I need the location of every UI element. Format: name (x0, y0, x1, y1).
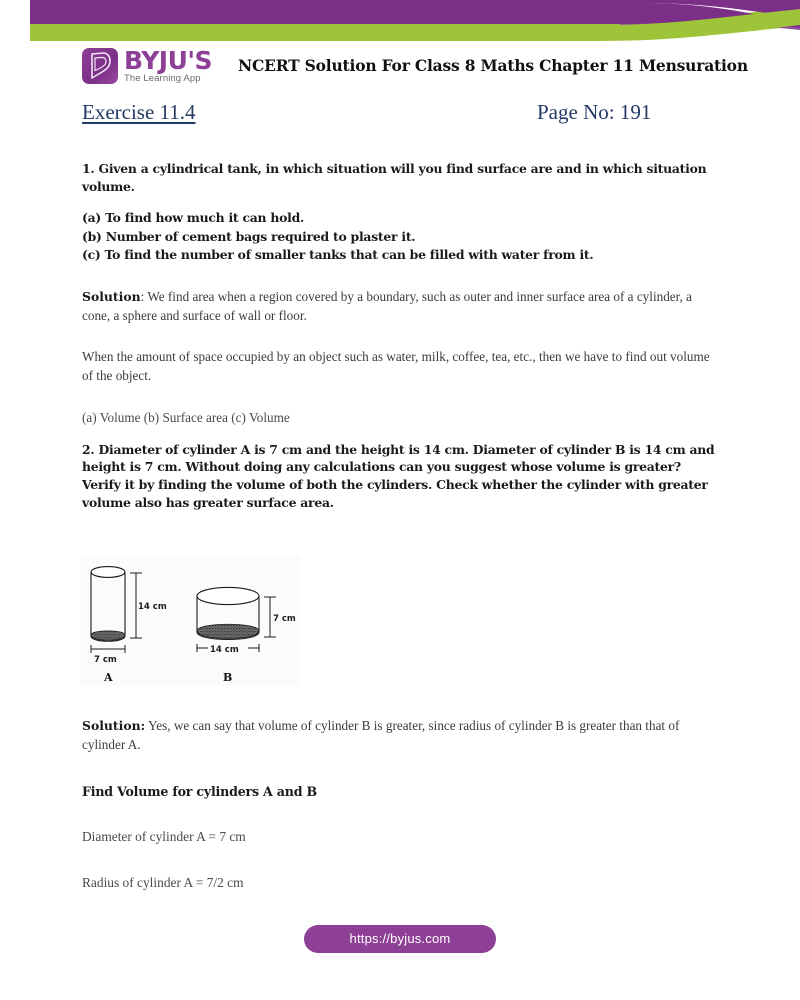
solution-text-2: Yes, we can say that volume of cylinder B is greater, since radius of cylinder B is greater than that of cylinder A. (82, 718, 680, 753)
question-1-options (82, 209, 720, 265)
byjus-url-pill[interactable]: https://byjus.com (304, 925, 497, 953)
spacer (82, 427, 720, 441)
page-header (0, 42, 800, 90)
spacer (82, 754, 720, 784)
radius-cylinder-a-line: Radius of cylinder A = 7/2 cm (82, 875, 244, 891)
spacer (82, 845, 720, 875)
cylinder-b-diameter-label: 14 cm (210, 645, 239, 655)
question-2-solution-paragraph-1 (82, 716, 720, 754)
spacer (82, 386, 720, 408)
cylinders-figure (80, 556, 300, 686)
document-body (82, 160, 720, 511)
question-1-text: 1. Given a cylindrical tank, in which situation will you find surface are and in which situation volume. (82, 161, 707, 194)
byjus-logo-mark-icon (82, 48, 118, 84)
question-1-solution-paragraph-1 (82, 287, 720, 325)
logo-tagline: The Learning App (124, 73, 201, 85)
spacer (82, 195, 720, 209)
exercise-label[interactable]: Exercise 11.4 (82, 100, 196, 124)
cylinder-b-height-label: 7 cm (273, 614, 296, 624)
cylinder-b-diameter-dimension (197, 642, 259, 655)
cylinder-a-height-label: 14 cm (138, 602, 167, 612)
solution-text: We find area when a region covered by a boundary, such as outer and inner surface area of a cylinder, a cone, a sphere and surface of wall or floor. (82, 289, 692, 324)
cylinder-b-caption: B (223, 671, 233, 684)
cylinder-a-diameter-label: 7 cm (94, 655, 117, 665)
banner-left-margin (0, 0, 30, 46)
page-footer (0, 925, 800, 953)
byjus-top-banner (0, 0, 800, 46)
question-1-answer-line: (a) Volume (b) Surface area (c) Volume (82, 409, 290, 425)
solution-label-2: Solution: (82, 718, 146, 733)
logo-brand-text: BYJU'S (124, 46, 213, 76)
spacer (82, 325, 720, 347)
cylinder-a-height-dimension (130, 573, 167, 638)
spacer (82, 799, 720, 829)
question-1-option-a: (a) To find how much it can hold. (82, 210, 305, 226)
solution-separator: : (140, 289, 148, 305)
cylinder-b-height-dimension (264, 597, 296, 637)
page-title: NCERT Solution For Class 8 Maths Chapter 11 Mensuration (238, 56, 748, 75)
question-1-option-b: (b) Number of cement bags required to plaster it. (82, 228, 416, 244)
document-body-lower (82, 716, 720, 891)
banner-purple-solid (30, 3, 640, 24)
question-1-option-c: (c) To find the number of smaller tanks that can be filled with water from it. (82, 247, 594, 263)
page-number-label: Page No: 191 (537, 100, 652, 124)
cylinder-a-diameter-dimension (91, 645, 125, 665)
question-2-text: 2. Diameter of cylinder A is 7 cm and the height is 14 cm. Diameter of cylinder B is 14 cm and height is 7 cm. Without doing any calculations can you suggest whose volume is greater? Verify it by finding the volume of both the cylinders. Check whether the cylinder with greater volume also has greater surface area. (82, 441, 715, 510)
byjus-logo[interactable] (82, 48, 212, 84)
question-1-solution-paragraph-2: When the amount of space occupied by an object such as water, milk, coffee, tea, etc., then we have to find out volume of the object. (82, 349, 710, 384)
solution-label: Solution (82, 289, 141, 305)
cylinder-a-shape (91, 567, 125, 642)
find-volume-subheading: Find Volume for cylinders A and B (82, 784, 317, 800)
exercise-row (0, 100, 800, 132)
cylinder-b-shape (197, 587, 259, 639)
cylinder-a-caption: A (104, 671, 113, 684)
diameter-cylinder-a-line: Diameter of cylinder A = 7 cm (82, 829, 246, 845)
spacer (82, 265, 720, 287)
